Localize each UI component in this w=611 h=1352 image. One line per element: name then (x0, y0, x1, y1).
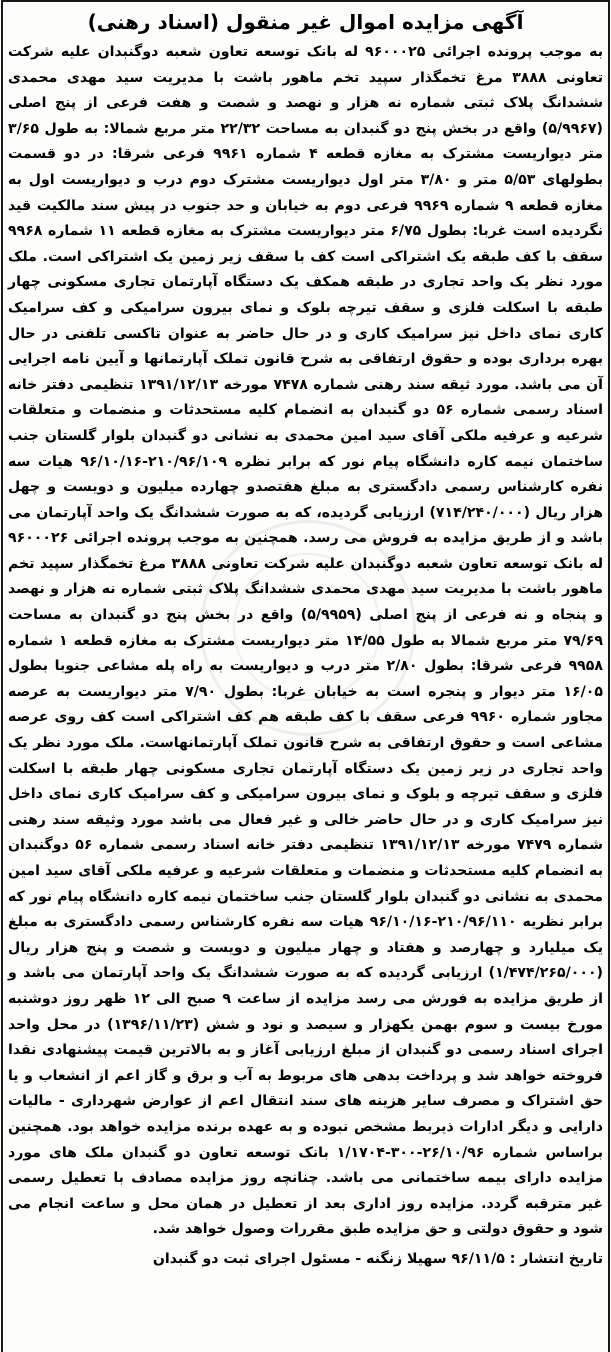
publish-date-label: تاریخ انتشار : (509, 1250, 603, 1267)
publish-date-value: ۹۶/۱۱/۵ (451, 1250, 505, 1267)
notice-body: به موجب پرونده اجرائی ۹۶۰۰۰۲۵ له بانک توسعه تعاون شعبه دوگنبدان علیه شرکت تعاونی ۳۸۸۸ مرغ تخمگذار سپید تخم ماهور باشت با مدیریت سید مهدی محمدی ششدانگ پلاک ثبتی شماره نه هزار و نهصد و شصت و هفت فرعی از پنج اصلی (۵/۹۹۶۷) واقع در بخش پنج دو گنبدان به مساحت ۲۲/۳۲ متر مربع شمالا: به طول ۳/۶۵ متر دیواریست مشترک به مغازه قطعه ۴ شماره ۹۹۶۱ فرعی شرقا: در دو قسمت بطولهای ۵/۵۳ متر و ۳/۸۰ متر اول دیواریست مشترک دوم درب و دیواریست اول به مغازه قطعه ۹ شماره ۹۹۶۹ فرعی دوم به خیابان و حد جنوب در پیش سند مالکیت قید نگردیده است غربا: بطول ۶/۷۵ متر دیواریست مشترک به مغازه قطعه ۱۱ شماره ۹۹۶۸ سقف با کف طبقه یک اشتراکی است کف با سقف زیر زمین یک اشتراکی است. ملک مورد نظر یک واحد تجاری در طبقه همکف یک دستگاه آپارتمان تجاری مسکونی چهار طبقه با اسکلت فلزی و سقف تیرچه بلوک و نمای بیرون سرامیکی و کف سرامیک کاری نمای داخل نیز سرامیک کاری و در حال حاضر به عنوان تاکسی تلفنی در حال بهره برداری بوده و حقوق ارتفاقی به شرح قانون تملک آپارتمانها و آیین نامه اجرایی آن می باشد. مورد ثیقه سند رهنی شماره ۷۴۷۸ مورخه ۱۳۹۱/۱۲/۱۳ تنظیمی دفتر خانه اسناد رسمی شماره ۵۶ دو گنبدان به انضمام کلیه مستحدثات و منضمات و متعلقات شرعیه و عرفیه ملکی آقای سید امین محمدی به نشانی دو گنبدان بلوار گلستان جنب ساختمان نیمه کاره دانشگاه پیام نور که برابر نظره ۲۱۰/۹۶/۱۰۹-۹۶/۱۰/۱۶ هیات سه نفره کارشناس رسمی دادگستری به مبلغ هفتصدو چهارده میلیون و دویست و چهل هزار ریال (۷۱۴/۲۴۰/۰۰۰) ارزیابی گردیده، که به صورت ششدانگ یک واحد آپارتمان می باشد و از طریق مزایده به فروش می رسد. همچنین به موجب پرونده اجرائی ۹۶۰۰۰۲۶ له بانک توسعه تعاون شعبه دوگنبدان علیه شرکت تعاونی ۳۸۸۸ مرغ تخمگذار سپید تخم ماهور باشت با مدیریت سید مهدی محمدی ششدانگ پلاک ثبتی شماره نه هزار و نهصد و پنجاه و نه فرعی از پنج اصلی (۵/۹۹۵۹) واقع در بخش پنج دو گنبدان به مساحت ۷۹/۶۹ متر مربع شمالا به طول ۱۴/۵۵ متر دیواریست مشترک به مغازه قطعه ۱ شماره ۹۹۵۸ فرعی شرقا: بطول ۲/۸۰ متر درب و دیواریست به راه پله مشاعی جنوبا بطول ۱۶/۰۵ متر دیوار و پنجره است به خیابان غربا: بطول ۷/۹۰ متر دیواریست به عرصه مجاور شماره ۹۹۶۰ فرعی سقف با کف طبقه هم کف اشتراکی است کف روی عرصه مشاعی است و حقوق ارتفاقی به شرح قانون تملک آپارتمانهاست. ملک مورد نظر یک واحد تجاری در زیر زمین یک دستگاه آپارتمان تجاری مسکونی چهار طبقه با اسکلت فلزی و سقف تیرچه و بلوک و نمای بیرون سرامیکی و کف سرامیک کاری نمای داخل نیز سرامیک کاری و در حال حاضر خالی و غیر فعال می باشد مورد وثیقه سند رهنی شماره ۷۴۷۹ مورخه ۱۳۹۱/۱۲/۱۳ تنظیمی دفتر خانه اسناد رسمی شماره ۵۶ دوگنبدان به انضمام کلیه مستحدثات و منضمات و متعلقات شرعیه و عرفیه ملکی آقای سید امین محمدی به نشانی دو گنبدان بلوار گلستان جنب ساختمان نیمه کاره دانشگاه پیام نور که برابر نظریه ۲۱۰/۹۶/۱۱۰-۹۶/۱۰/۱۶ هیات سه نفره کارشناس رسمی دادگستری به مبلغ یک میلیارد و چهارصد و هفتاد و چهار میلیون و دویست و شصت و پنج هزار ریال (۱/۴۷۴/۲۶۵/۰۰۰) ارزیابی گردیده که به صورت ششدانگ یک واحد آپارتمان می باشد و از طریق مزایده به فورش می رسد مزایده از ساعت ۹ صبح الی ۱۲ ظهر روز دوشنبه مورخ بیست و سوم بهمن یکهزار و سیصد و نود و شش (۱۳۹۶/۱۱/۲۳) در محل واحد اجرای اسناد رسمی دو گنبدان از مبلغ ارزیابی آغاز و به بالاترین قیمت پیشنهادی نقدا فروخته خواهد شد و پرداخت بدهی های مربوط به آب و برق و گاز اعم از انشعاب و یا حق اشتراک و مصرف سایر هزینه های سند انتقال اعم از عوارض شهرداری - مالیات دارایی و دیگر ادارات ذیربط مشخص نبوده و به عهده برنده مزایده خواهد بود. همچنین براساس شماره ۲۶/۱۰/۹۶-۳۰۰-۱/۱۷۰۴ بانک توسعه تعاون دو گنبدان ملک های مورد مزایده دارای بیمه ساختمانی می باشد. چنانچه روز مزایده مصادف با تعطیل رسمی غیر مترقبه گردد. مزایده روز اداری بعد از تعطیل در همان محل و ساعت انجام می شود و حقوق دولتی و حق مزایده طبق مقررات وصول خواهد شد. (8, 44, 604, 1238)
notice-footer (5, 1247, 606, 1271)
signer-line: سهیلا زنگنه - مسئول اجرای ثبت دو گنبدان (152, 1250, 447, 1267)
notice-title: آگهی مزایده اموال غیر منقول (اسناد رهنی) (87, 10, 524, 34)
